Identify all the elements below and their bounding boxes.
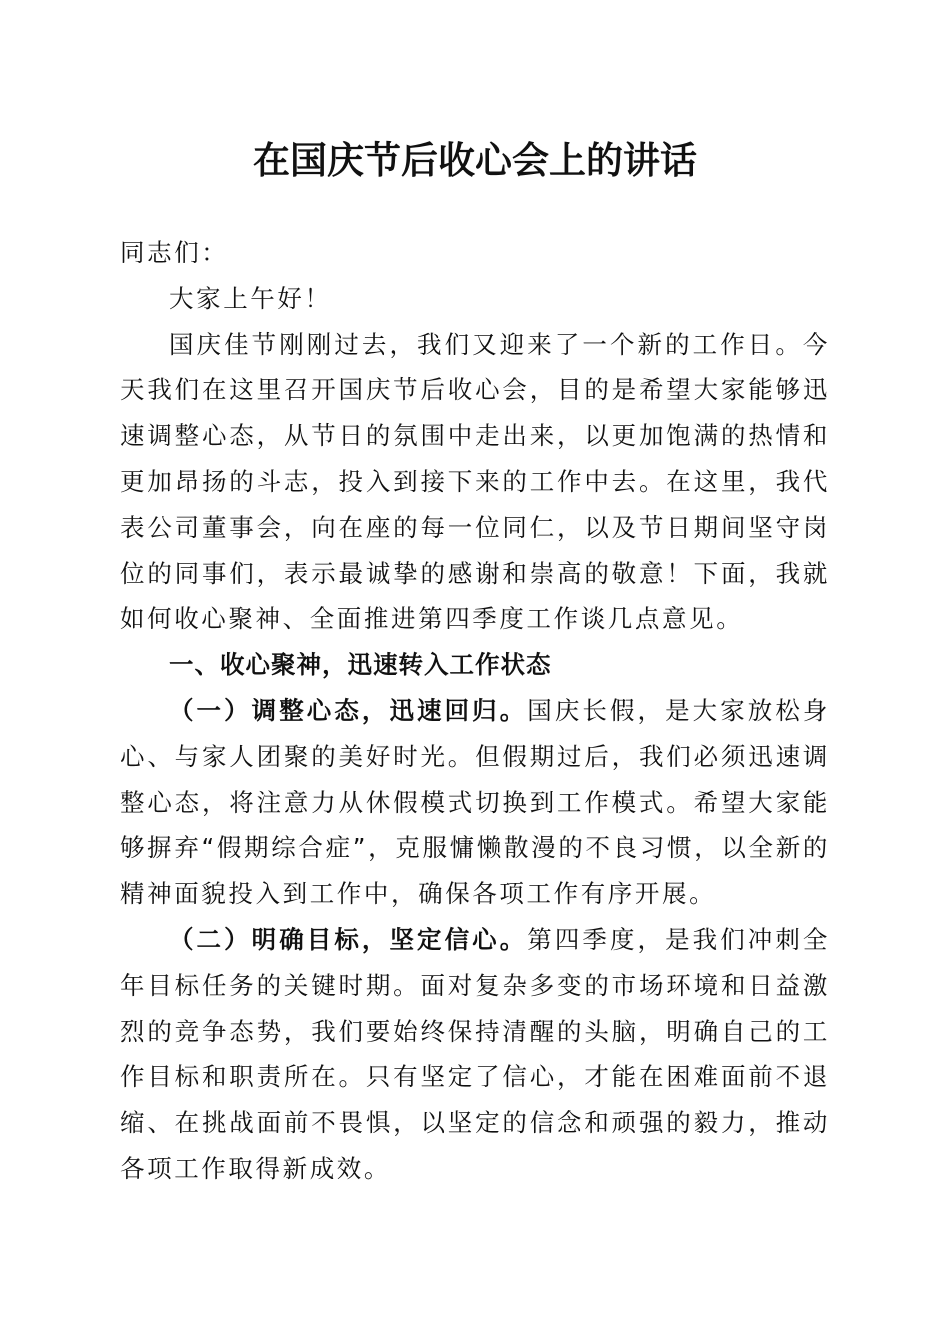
item-paragraph-1 [120, 688, 830, 917]
greeting: 大家上午好！ [169, 283, 332, 313]
section-heading-1: 一、收心聚神，迅速转入工作状态 [169, 650, 552, 680]
item-lead-1: （一）调整心态，迅速回归。 [169, 695, 528, 725]
intro-paragraph: 国庆佳节刚刚过去，我们又迎来了一个新的工作日。今天我们在这里召开国庆节后收心会，目的是希望大家能够迅速调整心态，从节日的氛围中走出来，以更加饱满的热情和更加昂扬的斗志，投入到接下来的工作中去。在这里，我代表公司董事会，向在座的每一位同仁，以及节日期间坚守岗位的同事们，表示最诚挚的感谢和崇高的敬意！下面，我就如何收心聚神、全面推进第四季度工作谈几点意见。 [120, 329, 830, 634]
item-paragraph-2 [120, 917, 830, 1192]
item-text-1: 国庆长假，是大家放松身心、与家人团聚的美好时光。但假期过后，我们必须迅速调整心态，将注意力从休假模式切换到工作模式。希望大家能够摒弃“假期综合症”，克服慵懒散漫的不良习惯，以全新的精神面貌投入到工作中，确保各项工作有序开展。 [120, 695, 830, 909]
item-text-2: 第四季度，是我们冲刺全年目标任务的关键时期。面对复杂多变的市场环境和日益激烈的竞争态势，我们要始终保持清醒的头脑，明确自己的工作目标和职责所在。只有坚定了信心，才能在困难面前不退缩、在挑战面前不畏惧，以坚定的信念和顽强的毅力，推动各项工作取得新成效。 [120, 924, 830, 1183]
salutation: 同志们： [120, 238, 229, 267]
item-lead-2: （二）明确目标，坚定信心。 [169, 924, 528, 954]
document-body [120, 230, 830, 1192]
document-title: 在国庆节后收心会上的讲话 [253, 138, 697, 182]
